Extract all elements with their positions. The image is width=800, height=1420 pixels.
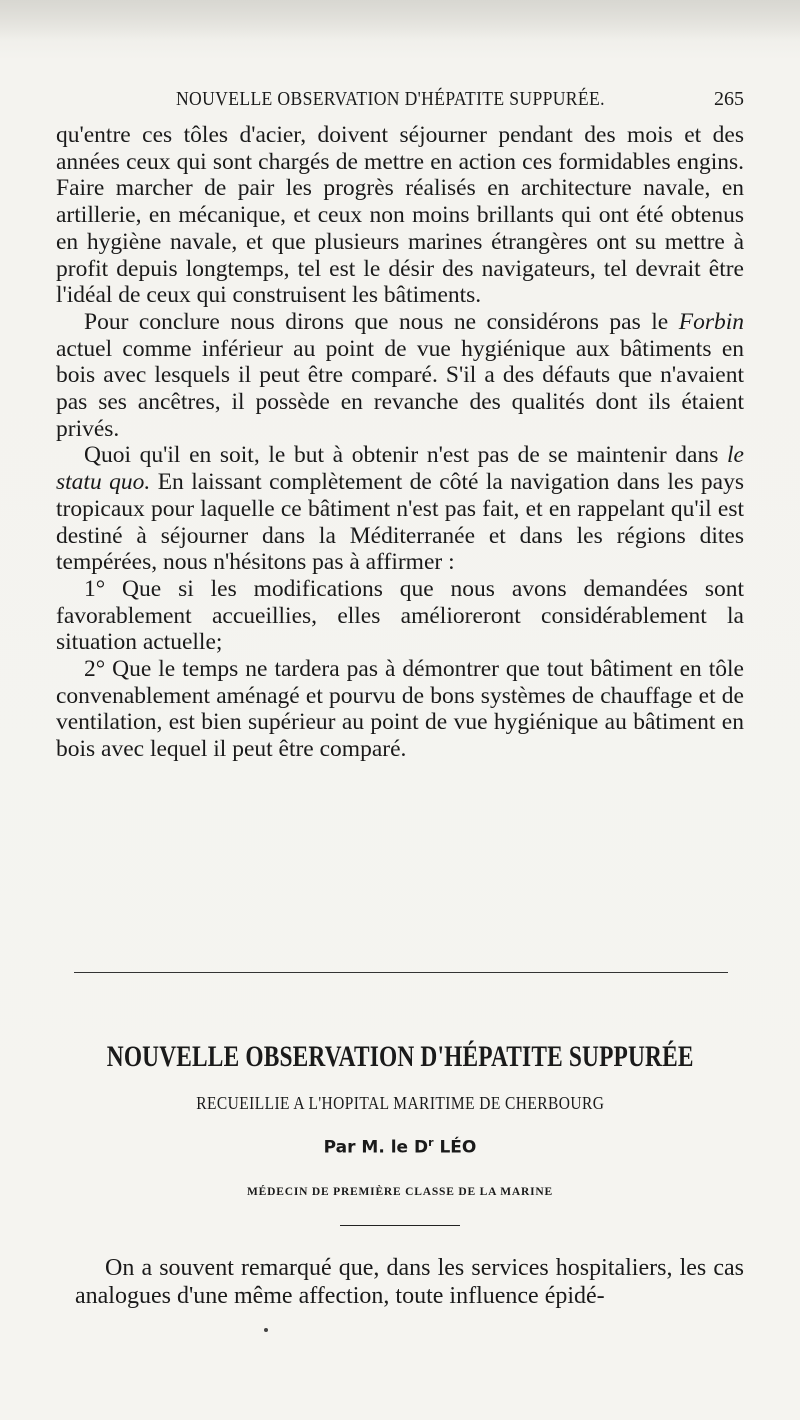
paragraph	[56, 309, 744, 443]
author-title: MÉDECIN DE PREMIÈRE CLASSE DE LA MARINE	[247, 1186, 553, 1198]
text-run: Quoi qu'il en soit, le but à obtenir n'est pas de se maintenir dans	[84, 442, 728, 469]
article-subtitle	[0, 1093, 800, 1114]
opening-paragraph: On a souvent remarqué que, dans les services hospitaliers, les cas analogues d'une même affection, toute influence épidé-	[75, 1255, 744, 1309]
author-line	[0, 1136, 800, 1158]
scan-shadow	[0, 0, 800, 40]
section-divider	[74, 972, 728, 973]
running-head	[56, 88, 744, 112]
article-title	[0, 1040, 800, 1074]
italic-title: Forbin	[678, 308, 744, 335]
author-sup: r	[428, 1136, 434, 1149]
text-run: En laissant complètement de côté la navigation dans les pays tropicaux pour laquelle ce bâtiment n'est pas fait, et en rappelant qu'il est destiné à séjourner dans la Méditerranée et dans les régions dites tempérées, nous n'hésitons pas à affirmer :	[56, 469, 744, 576]
text-run: actuel comme inférieur au point de vue hygiénique aux bâtiments en bois avec lesquels il peut être comparé. S'il a des défauts que n'avaient pas ses ancêtres, il possède en revanche des qualités dont ils étaient privés.	[56, 335, 744, 442]
paragraph: qu'entre ces tôles d'acier, doivent séjourner pendant des mois et des années ceux qui sont chargés de mettre en action ces formidables engins. Faire marcher de pair les progrès réalisés en architecture navale, en artillerie, en mécanique, et ceux non moins brillants qui ont été obtenus en hygiène navale, et que plusieurs marines étrangères ont su mettre à profit depuis longtemps, tel est le désir des navigateurs, tel devrait être l'idéal de ceux qui construisent les bâtiments.	[56, 122, 744, 309]
author-name: LÉO	[433, 1137, 477, 1158]
article-subtitle-text: RECUEILLIE A L'HOPITAL MARITIME DE CHERBOURG	[195, 1093, 605, 1113]
body-text	[56, 122, 744, 763]
text-run: Pour conclure nous dirons que nous ne considérons pas le	[84, 308, 679, 335]
numbered-point: 2° Que le temps ne tardera pas à démontrer que tout bâtiment en tôle convenablement aménagé et pourvu de bons systèmes de chauffage et de ventilation, est bien supérieur au point de vue hygiénique au bâtiment en bois avec lequel il peut être comparé.	[56, 656, 744, 763]
print-speck	[264, 1328, 268, 1332]
paragraph	[56, 442, 744, 576]
article-title-text: NOUVELLE OBSERVATION D'HÉPATITE SUPPURÉE	[106, 1040, 694, 1073]
italic-phrase: le statu quo.	[56, 442, 744, 496]
short-divider	[340, 1225, 460, 1226]
article-text	[75, 1254, 744, 1310]
page-number: 265	[714, 88, 744, 110]
author-prefix: Par M. le D	[323, 1137, 429, 1158]
numbered-point: 1° Que si les modifications que nous avons demandées sont favorablement accueillies, elles amélioreront considérablement la situation actuelle;	[56, 575, 744, 656]
running-title: NOUVELLE OBSERVATION D'HÉPATITE SUPPURÉE.	[176, 88, 605, 110]
